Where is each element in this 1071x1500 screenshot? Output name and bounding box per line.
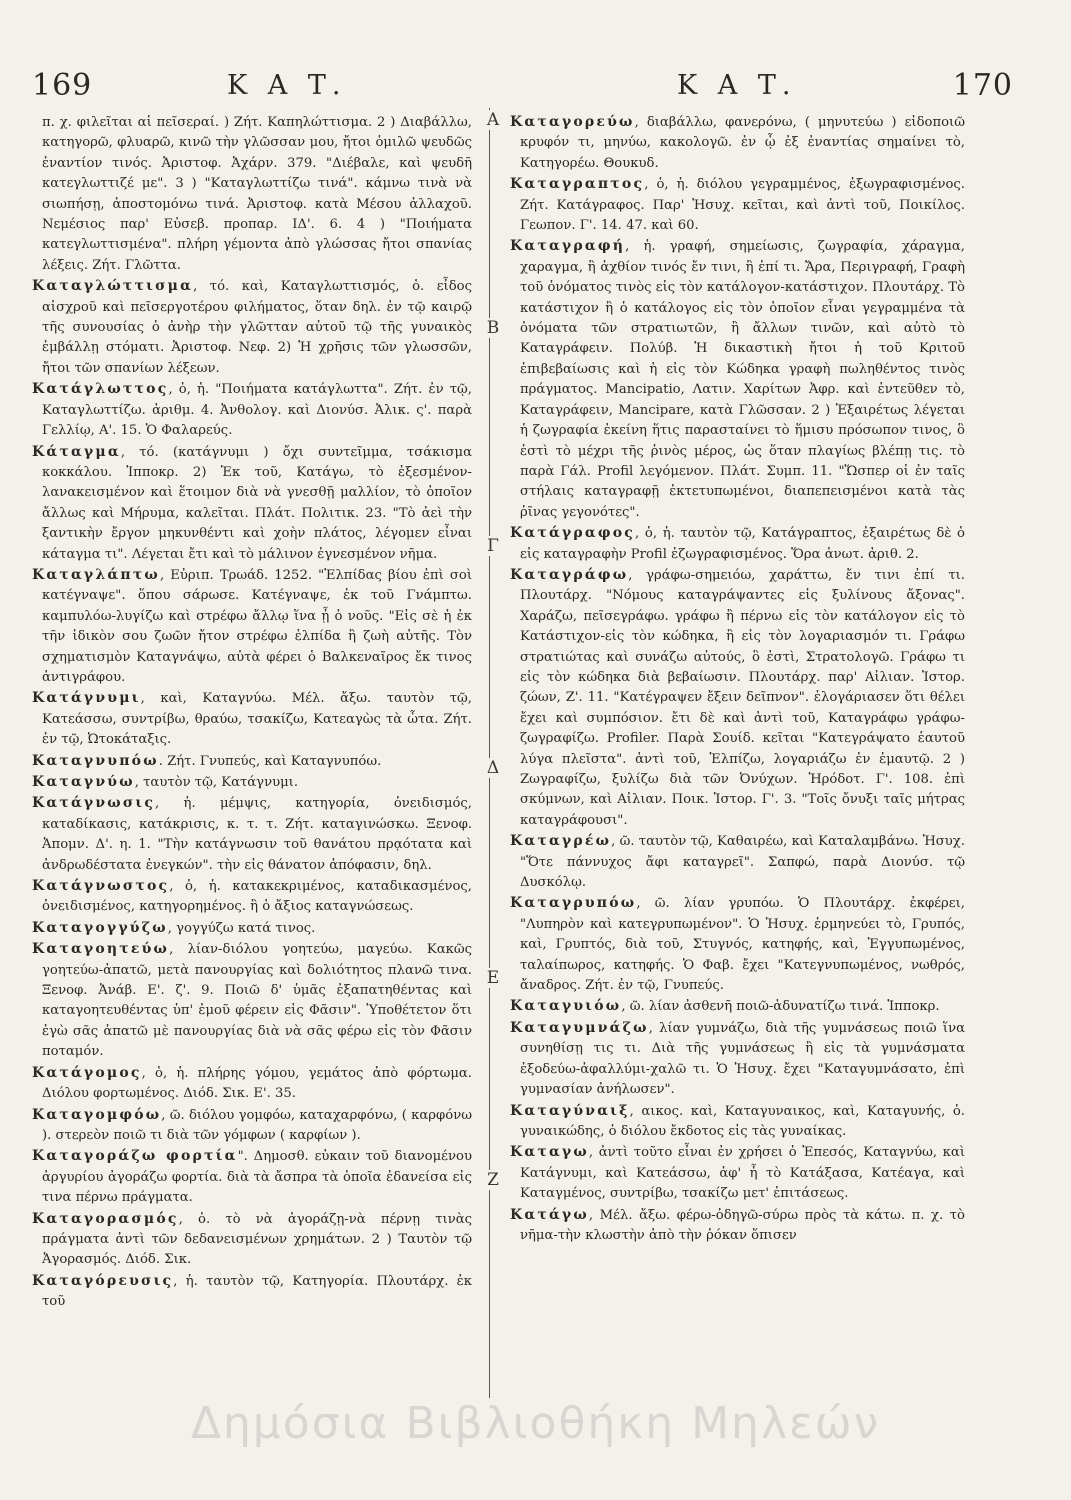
entry-headword: Κατάγραφος — [510, 525, 635, 542]
library-watermark: Δημόσια Βιβλιοθήκη Μηλεών — [190, 1398, 881, 1449]
dictionary-entry — [32, 1146, 472, 1208]
dictionary-entry — [32, 1105, 472, 1147]
dictionary-entry — [32, 772, 472, 793]
entry-definition: , διαβάλλω, φανερόνω, ( μηνυτεύω ) εἰδοποιῶ κρυφόν τι, μηνύω, κακολογῶ. ἐν ᾧ ἐξ ἐναντίας σημαίνει τὸ, Κατηγορέω. Θουκυδ. — [520, 115, 965, 171]
entry-definition: , λίαν-διόλου γοητεύω, μαγεύω. Κακῶς γοητεύω-ἀπατῶ, μετὰ πανουργίας καὶ δολιότητος πλανῶ τινα. Ξενοφ. Ἀνάβ. Ε'. ζ'. 9. Ποιῶ δ' ὑμᾶς ἐξαπατηθέντας καὶ καταγοητευθέντας ὑπ' ἐμοῦ φέρειν εἰς Φᾶσιν". Ὑποθέτετον ὅτι ἐγὼ σᾶς ἀπατῶ μὲ πανουργίας διὰ νὰ σᾶς φέρω εἰς τὸν Φᾶσιν ποταμόν. — [42, 942, 472, 1060]
dictionary-entry — [32, 379, 472, 441]
dictionary-entry — [32, 688, 472, 750]
entry-headword: Καταγυιόω — [510, 998, 622, 1015]
entry-headword: Κατάγνωστος — [32, 878, 170, 895]
dictionary-entry — [32, 565, 472, 688]
dictionary-entry — [510, 1101, 965, 1143]
dictionary-entry — [32, 1063, 472, 1105]
dictionary-entry — [510, 523, 965, 565]
entry-headword: Κατάγνωσις — [32, 795, 156, 812]
dictionary-entry — [510, 1018, 965, 1101]
dictionary-entry — [510, 1142, 965, 1204]
entry-headword: Καταγογγύζω — [32, 919, 168, 936]
entry-definition: , ὁ, ἡ. κατακεκριμένος, καταδικασμένος, ὀνειδισμένος, κατηγορημένος. ἢ ὁ ἄξιος καταγνώσεως. — [42, 879, 472, 915]
entry-headword: Καταγράφω — [510, 566, 629, 583]
dictionary-entry — [510, 1205, 965, 1247]
margin-letter: Δ — [482, 758, 504, 778]
dictionary-entry — [510, 236, 965, 523]
dictionary-entry — [32, 918, 472, 939]
dictionary-entry — [510, 112, 965, 174]
dictionary-entry — [32, 1271, 472, 1313]
entry-definition: , ἡ. ταυτὸν τῷ, Κατηγορία. Πλουτάρχ. ἐκ τοῦ — [42, 1273, 472, 1310]
dictionary-entry — [510, 831, 965, 893]
entry-headword: Καταγοητεύω — [32, 941, 170, 958]
entry-definition: , Μέλ. ἄξω. φέρω-ὀδηγῶ-σύρω πρὸς τὰ κάτω. π. χ. τὸ νῆμα-τὴν κλωστὴν ἀπὸ τὴν ῥόκαν ὅπισεν — [520, 1207, 965, 1243]
entry-headword: Καταγόρευσις — [32, 1272, 174, 1289]
entry-definition: ". Δημοσθ. εὐκαιν τοῦ διανομένου ἀργυρίου ἀγοράζω φορτία. διὰ τὰ ἄσπρα τὰ ὁποῖα ἐδανείσα εἰς τινα πέρνω πράγματα. — [42, 1149, 472, 1206]
left-column — [32, 112, 472, 1382]
entry-definition: . Ζήτ. Γνυπεύς, καὶ Καταγνυπόω. — [158, 753, 382, 769]
dictionary-entry — [32, 751, 472, 772]
entry-definition: , ὁ, ἡ. διόλου γεγραμμένος, ἐξωγραφισμένος. Ζήτ. Κατάγραφος. Παρ' Ἡσυχ. κεῖται, καὶ ἀντὶ τοῦ, Ποικίλος. Γεωπον. Γ'. 14. 47. καὶ 60. — [520, 177, 965, 234]
entry-definition: , ἡ. μέμψις, κατηγορία, ὀνειδισμός, καταδίκασις, κατάκρισις, κ. τ. τ. Ζήτ. καταγινώσκω. Ξενοφ. Ἀπομν. Δ'. η. 1. "Τὴν κατάγνωσιν τοῦ θανάτου πρᾳότατα καὶ ἀνδρωδέστατα ἐνεγκών". τὴν εἰς θάνατον ἀπόφασιν, δηλ. — [42, 796, 472, 873]
entry-headword: Καταγυμνάζω — [510, 1019, 649, 1036]
entry-headword: Καταγνυπόω — [32, 752, 159, 769]
dictionary-entry — [510, 174, 965, 236]
dictionary-entry — [32, 1209, 472, 1271]
entry-definition: , τό. (κατάγνυμι ) ὄχι συντεῖμμα, τσάκισμα κοκκάλου. Ἱπποκρ. 2) Ἐκ τοῦ, Κατάγω, τὸ ἐξεσμένον-λανακεισμένον καὶ ἕτοιμον διὰ νὰ γνεσθῇ μαλλίον, τὸ ὁποῖον ἄλλως καὶ Μήρυμα, καλεῖται. Πλάτ. Πολιτικ. 23. "Τὸ ἀεὶ τὴν ξαντικὴν ἔργον μηκυνθέντι καὶ χοὴν πλάτος, λέγομεν εἶναι κάταγμα τι". Λέγεται ἔτι καὶ τὸ μάλινον ἐγνεσμένον νῆμα. — [42, 444, 472, 562]
page-header — [32, 68, 1031, 108]
dictionary-entry — [32, 442, 472, 565]
entry-definition: , ῶ. λίαν γρυπόω. Ὁ Πλουτάρχ. ἐκφέρει, "Λυπηρὸν καὶ κατεγρυπωμένον". Ὁ Ἡσυχ. ἑρμηνεύει τὸ, Γρυπός, καὶ, Γρυπτός, διὰ τοῦ, Στυγνός, κατηφής, καὶ, Ἐγγυπωμένος, ταλαίπωρος, κατηφής. Ὁ Φαβ. ἔχει "Κατεγνυπωμένος, νωθρός, ἄναδρος. Ζήτ. ἐν τῷ, Γνυπεύς. — [520, 896, 965, 994]
entry-headword: Καταγραπτος — [510, 176, 645, 193]
column-divider — [489, 108, 490, 1398]
dictionary-entry — [510, 996, 965, 1017]
entry-definition: , γογγύζω κατά τινος. — [167, 920, 316, 936]
entry-definition: , ἀντὶ τοῦτο εἶναι ἐν χρήσει ὁ Ἐπεσός, Καταγνύω, καὶ Κατάγνυμι, καὶ Κατεάσσω, ἀφ' ἧ τὸ Κατάξασα, Κατέαγα, καὶ Καταγμένος, συντρίβω, τσακίζω μετ' ἐπιτάσεως. — [520, 1145, 965, 1202]
entry-definition: , ὁ, ἡ. πλήρης γόμου, γεμάτος ἀπὸ φόρτωμα. Διόλου φορτωμένος. Διόδ. Σικ. Ε'. 35. — [42, 1065, 472, 1102]
margin-letter: Γ — [482, 536, 504, 556]
entry-definition: , ῶ. διόλου γομφόω, καταχαρφόνω, ( καρφόνω ). στερεὸν ποιῶ τι διὰ τῶν γόμφων ( καρφίων ). — [42, 1107, 472, 1143]
dictionary-entry — [32, 793, 472, 876]
entry-headword: Κατάγλωττος — [32, 381, 169, 398]
entry-definition: , καὶ, Καταγνύω. Μέλ. ἄξω. ταυτὸν τῷ, Κατεάσσω, συντρίβω, θραύω, τσακίζω, Κατεαγὼς τὰ ὦτα. Ζήτ. ἐν τῷ, Ὠτοκάταξις. — [42, 691, 472, 748]
entry-headword: Καταγλάπτω — [32, 566, 160, 583]
dictionary-entry — [32, 112, 472, 276]
entry-definition: π. χ. φιλεῖται αἱ πεῖσεραί. ) Ζήτ. Καπηλώττισμα. 2 ) Διαβάλλω, κατηγορῶ, φλυαρῶ, κινῶ τὴν γλῶσσαν μου, ἤτοι ὁμιλῶ ψευδῶς ἐναντίον τινός. Ἀριστοφ. Ἀχάρν. 379. "Διέβαλε, καὶ ψευδῆ κατεγλωττιζέ με". 3 ) "Καταγλωττίζω τινά". κάμνω τινὰ νὰ σιωπήσῃ, ἀποστομόνω τινά. Ἀριστοφ. κατὰ Μέσου ἀλλαχοῦ. Νεμέσιος παρ' Εὐσεβ. προπαρ. ΙΔ'. 6. 4 ) "Ποιήματα κατεγλωττισμένα". πλήρη γέμοντα ἀπὸ γλώσσας ἤτοι σπανίας λέξεις. Ζήτ. Γλῶττα. — [42, 115, 472, 273]
entry-headword: Κατάγνυμι — [32, 690, 141, 707]
right-column — [510, 112, 965, 1402]
left-page-number: 169 — [32, 68, 93, 103]
entry-headword: Καταγλώττισμα — [32, 278, 194, 295]
entry-headword: Καταγνύω — [32, 774, 135, 790]
entry-definition: , Εὐριπ. Τρωάδ. 1252. "Ἐλπίδας βίου ἐπὶ σοὶ κατέγναψε". ὅπου σάρωσε. Κατέγναψε, ἐκ τοῦ Γνάμπτω. καμπυλόω-λυγίζω καὶ στρέφω ἄλλῳ ἵνα ᾖ ὁ νοῦς. "Εἰς σὲ ἡ ἐκ τῆν ἰδικὸν σου ζωῶν ἤτον στρέφω ἐλπίδα ἢ ζωὴ αὐτῆς. Τὸν σχηματισμὸν Καταγνάψω, αὐτὰ φέρει ὁ Βαλκεναῖρος ἔκ τινος ἀντιγράφου. — [42, 567, 472, 685]
dictionary-entry — [32, 276, 472, 379]
margin-letter: Ζ — [482, 1170, 504, 1190]
entry-definition: , ῶ. ταυτὸν τῷ, Καθαιρέω, καὶ Καταλαμβάνω. Ἡσυχ. "Ὅτε πάννυχος ἄφι καταγρεῖ". Σαπφώ, παρὰ Διονύσ. τῷ Δυσκόλῳ. — [520, 834, 965, 891]
right-page-number: 170 — [952, 68, 1013, 103]
entry-headword: Καταγω — [510, 1144, 589, 1161]
entry-headword: Καταγραφή — [510, 238, 626, 255]
entry-headword: Κατάγω — [510, 1206, 589, 1223]
entry-definition: , ῶ. λίαν ἀσθενῆ ποιῶ-ἀδυνατίζω τινά. Ἱπποκρ. — [621, 999, 940, 1015]
entry-headword: Καταγομφόω — [32, 1106, 162, 1123]
entry-definition: , αικος. καὶ, Καταγυναικος, καὶ, Καταγυνής, ὁ. γυναικώδης, ὁ διόλου ἔκδοτος εἰς τὰς γυναίκας. — [520, 1103, 965, 1139]
entry-headword: Καταγορασμός — [32, 1210, 179, 1227]
entry-headword: Καταγοράζω φορτία — [32, 1148, 238, 1165]
entry-headword: Καταγρέω — [510, 833, 612, 850]
entry-definition: , ὁ, ἡ. "Ποιήματα κατάγλωττα". Ζήτ. ἐν τῷ, Καταγλωττίζω. ἀριθμ. 4. Ἀνθολογ. καὶ Διονύσ. Ἀλικ. ς'. παρὰ Γελλίῳ, Α'. 15. Ὁ Φαλαρεύς. — [42, 382, 472, 439]
dictionary-entry — [510, 893, 965, 996]
margin-letter: Α — [482, 110, 504, 130]
entry-headword: Καταγρυπόω — [510, 895, 637, 912]
entry-headword: Καταγύναιξ — [510, 1102, 630, 1119]
dictionary-entry — [510, 565, 965, 831]
entry-definition: , ὁ, ἡ. ταυτὸν τῷ, Κατάγραπτος, ἐξαιρέτως δὲ ὁ εἰς καταγραφὴν Profil ἐζωγραφισμένος. Ὅρα ἀνωτ. ἀριθ. 2. — [520, 526, 965, 562]
entry-definition: , λίαν γυμνάζω, διὰ τῆς γυμνάσεως ποιῶ ἵνα συνηθίσῃ τις τι. Διὰ τῆς γυμνάσεως ἢ εἰς τὰ γυμνάσματα ἐξοδεύω-ἀφαλλύμι-χαλῶ τι. Ὁ Ἡσυχ. ἔχει "Καταγυμνάσατο, ἐπὶ γυμνασίαν ἀνήλωσεν". — [520, 1020, 965, 1098]
entry-headword: Κάταγμα — [32, 443, 121, 460]
entry-definition: , γράφω-σημειόω, χαράττω, ἔν τινι ἐπί τι. Πλουτάρχ. "Νόμους καταγράψαντες εἰς ξυλίνους ἄξονας". Χαράζω, πεῖσεγράφω. γράφω ἢ πέρνω εἰς τὸν κατάλογον εἰς τὸ Κατάστιχον-εἰς τὸν κώδηκα, ἢ εἰς τὸν λογαριασμόν τι. Γράφω στρατιώτας καὶ συνάζω αὐτούς, ὃ ἐστὶ, Στρατολογῶ. Γράφω τι εἰς τὸν κώδηκα διὰ βεβαίωσιν. Πλουτάρχ. παρ' Αἰλιαν. Ἱστορ. ζώων, Ζ'. 11. "Κατέγραψεν ἔξειν δεῖπνον". ἐλογάριασεν ὅτι θέλει ἔχει καὶ συμπόσιον. ἔτι δὲ καὶ ἀντὶ τοῦ, Καταγράφω γράφω-ζωγραφίζω. Profiler. Παρὰ Σουίδ. κεῖται "Κατεγράψατο ἑαυτοῦ λύγα πλεῖστα". ἀντὶ τοῦ, Ἐλπίζω, λογαριάζω ἐν ἐμαυτῷ. 2 ) Ζωγραφίζω, ξυλίζω διὰ τῶν Ὀνύχων. Ἡρόδοτ. Γ'. 108. ἐπὶ σκύμνων, καὶ Αἰλιαν. Ποικ. Ἱστορ. Γ'. 3. "Τοῖς ὄνυξι ταῖς μήτρας καταγράφουσι". — [520, 567, 965, 828]
entry-definition: , τό. καὶ, Καταγλωττισμός, ὁ. εἶδος αἰσχροῦ καὶ πεῖσεργοτέρου φιλήματος, ὅταν δηλ. ἐν τῷ καιρῷ τῆς συνουσίας ὁ ἀνὴρ τὴν γλῶτταν αὐτοῦ τῷ τῆς γυναικὸς ἐμβάλλῃ στόματι. Ἀριστοφ. Νεφ. 2) Ἡ χρῆσις τῶν γλωσσῶν, ἤτοι τῶν σπανίων λέξεων. — [42, 279, 472, 376]
margin-letter: Β — [482, 318, 504, 338]
entry-definition: , ὁ. τὸ νὰ ἀγοράζῃ-νὰ πέρνῃ τινὰς πράγματα ἀντὶ τῶν δεδανεισμένων χρημάτων. 2 ) Ταυτὸν τῷ Ἀγορασμός. Διόδ. Σικ. — [42, 1211, 472, 1268]
entry-headword: Κατάγομος — [32, 1064, 142, 1081]
entry-definition: , ἡ. γραφή, σημείωσις, ζωγραφία, χάραγμα, χαραγμα, ἢ ἀχθίον τινός ἔν τινι, ἢ ἐπί τι. Ἄρα, Περιγραφή, Γραφὴ τοῦ ὀνόματος τινὸς εἰς τὸν κατάλογον-κατάστιχον. Πλουτάρχ. Τὸ κατάστιχον ἢ ὁ κατάλογος εἰς τὸν ὁποῖον εἶναι γεγραμμένα τὰ ὀνόματα τῶν στρατιωτῶν, ἢ ἄλλων τινῶν, καὶ αὐτὸ τὸ Καταγράφειν. Πολύβ. Ἡ δικαστικὴ ἤτοι ἡ τοῦ Κριτοῦ ἐπιβεβαίωσις καὶ ἡ εἰς τὸν Κώδηκα γραφὴ πωληθέντος τινὸς πράγματος. Mancipatio, Λατιν. Χαρίτων Ἀφρ. καὶ ἐντεῦθεν τὸ, Καταγράφειν, Mancipare, κατὰ Γλῶσσαν. 2 ) Ἐξαιρέτως λέγεται ἡ ζωγραφία ἐκείνη ἥτις παρασταίνει τὸ ἥμισυ πρόσωπον τινος, ὃ ἐστὶ τὸ μέχρι τῆς ῥινὸς μέρος, ὡς ὅταν πλαγίως βλέπῃ τις. τὸ παρὰ Γάλ. Profil λεγόμενον. Πλάτ. Συμπ. 11. "Ὥσπερ οἱ ἐν ταῖς στήλαις καταγραφῇ ἐκτετυπωμένοι, διαπεπεισμένοι κατὰ τὰς ῥῖνας γεγονότες". — [520, 239, 965, 520]
dictionary-entry — [32, 876, 472, 918]
dictionary-entry — [32, 939, 472, 1062]
entry-definition: , ταυτὸν τῷ, Κατάγνυμι. — [134, 775, 299, 790]
margin-letter: Ε — [482, 968, 504, 988]
right-running-head: Κ Α Τ. — [677, 70, 797, 101]
entry-headword: Καταγορεύω — [510, 114, 635, 130]
left-running-head: Κ Α Τ. — [227, 70, 347, 101]
